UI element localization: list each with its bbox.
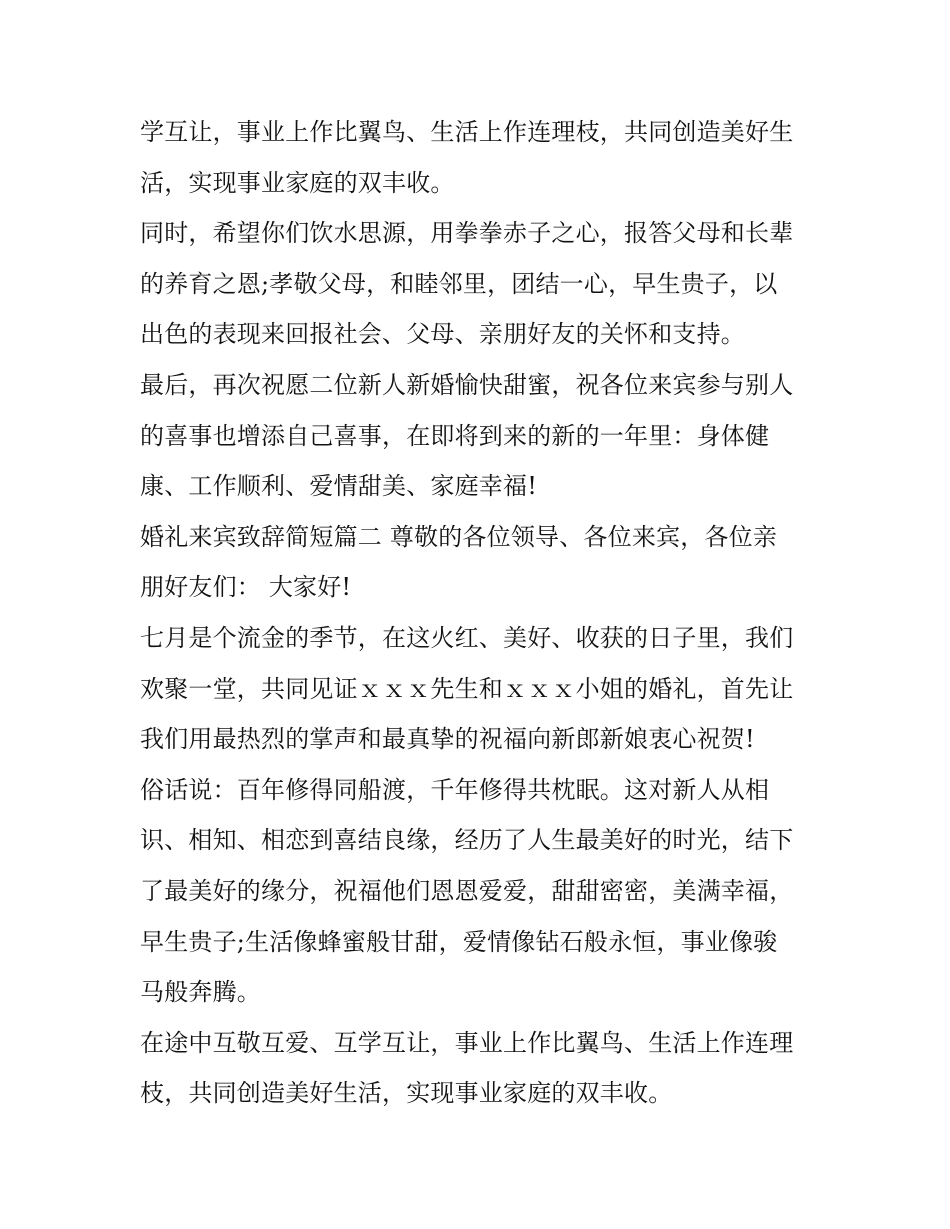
text-line: 马般奔腾。 bbox=[140, 978, 261, 1007]
text-line: 俗话说：百年修得同船渡，千年修得共枕眠。这对新人从相 bbox=[140, 775, 770, 804]
text-line: 了最美好的缘分，祝福他们恩恩爱爱，甜甜密密，美满幸福， bbox=[140, 876, 794, 905]
text-line: 的养育之恩;孝敬父母，和睦邻里，团结一心，早生贵子，以 bbox=[140, 269, 778, 298]
text-line: 出色的表现来回报社会、父母、亲朋好友的关怀和支持。 bbox=[140, 320, 745, 349]
text-line: 活，实现事业家庭的双丰收。 bbox=[140, 168, 455, 197]
text-line: 朋好友们： 大家好! bbox=[140, 573, 352, 602]
text-line: 最后，再次祝愿二位新人新婚愉快甜蜜，祝各位来宾参与别人 bbox=[140, 370, 794, 399]
text-line: 七月是个流金的季节，在这火红、美好、收获的日子里，我们 bbox=[140, 623, 794, 652]
text-line: 康、工作顺利、爱情甜美、家庭幸福! bbox=[140, 472, 538, 501]
text-line: 欢聚一堂，共同见证ｘｘｘ先生和ｘｘｘ小姐的婚礼，首先让 bbox=[140, 674, 794, 703]
text-line: 早生贵子;生活像蜂蜜般甘甜，爱情像钻石般永恒，事业像骏 bbox=[140, 927, 778, 956]
text-line: 学互让，事业上作比翼鸟、生活上作连理枝，共同创造美好生 bbox=[140, 118, 794, 146]
text-line: 枝，共同创造美好生活，实现事业家庭的双丰收。 bbox=[140, 1079, 673, 1108]
text-line: 在途中互敬互爱、互学互让，事业上作比翼鸟、生活上作连理 bbox=[140, 1028, 794, 1057]
text-line: 我们用最热烈的掌声和最真挚的祝福向新郎新娘衷心祝贺! bbox=[140, 725, 755, 754]
document-body bbox=[140, 107, 820, 1119]
text-line: 同时，希望你们饮水思源，用拳拳赤子之心，报答父母和长辈 bbox=[140, 219, 794, 248]
text-line: 婚礼来宾致辞简短篇二 尊敬的各位领导、各位来宾，各位亲 bbox=[140, 522, 778, 551]
text-line: 识、相知、相恋到喜结良缘，经历了人生最美好的时光，结下 bbox=[140, 826, 794, 855]
text-line: 的喜事也增添自己喜事，在即将到来的新的一年里：身体健 bbox=[140, 421, 770, 450]
